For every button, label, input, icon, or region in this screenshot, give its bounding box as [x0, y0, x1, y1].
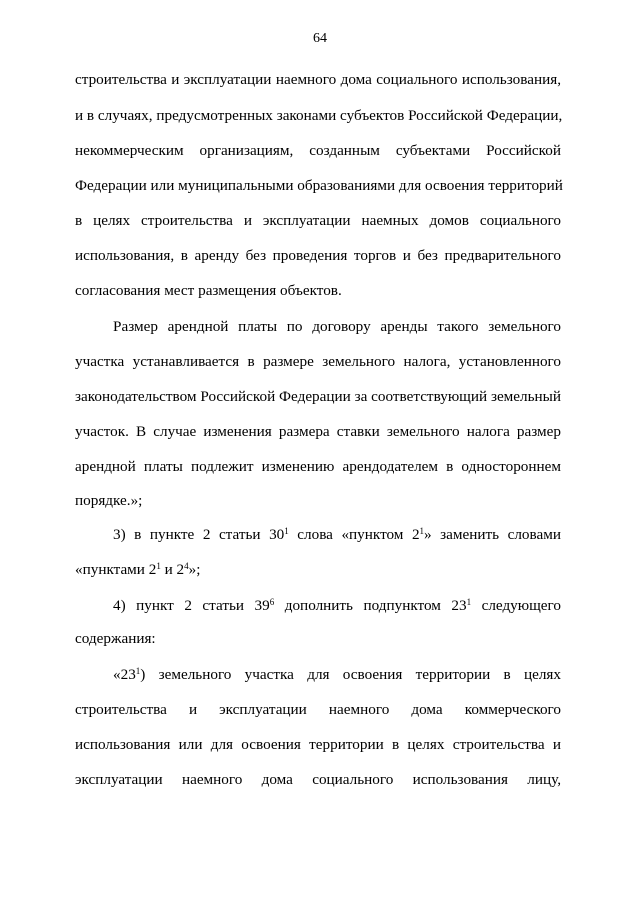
text-line: некоммерческим организациям, созданным субъектами Российской — [75, 142, 561, 159]
text-span: 3) в пункте 2 статьи 30 — [113, 526, 285, 543]
superscript: 6 — [269, 597, 275, 608]
page-number: 64 — [313, 31, 327, 46]
text-span: «23 — [113, 666, 136, 683]
text-line: и в случаях, предусмотренных законами субъектов Российской Федерации, — [75, 107, 563, 124]
text-line: арендной платы подлежит изменению арендодателем в одностороннем — [75, 458, 561, 475]
superscript: 1 — [466, 597, 472, 608]
superscript: 1 — [284, 526, 289, 537]
text-span: 4) пункт 2 статьи 39 — [113, 597, 270, 614]
text-span: слова «пунктом 2 — [288, 526, 420, 543]
text-line — [113, 525, 561, 545]
text-span: » заменить словами — [424, 526, 561, 543]
text-line: порядке.»; — [75, 492, 143, 509]
text-line: в целях строительства и эксплуатации наемных домов социального — [75, 212, 561, 229]
superscript: 1 — [419, 526, 425, 537]
text-line: эксплуатации наемного дома социального использования лицу, — [75, 771, 561, 788]
superscript: 4 — [184, 561, 189, 572]
text-line: участка устанавливается в размере земельного налога, установленного — [75, 353, 561, 370]
text-line — [75, 560, 561, 580]
text-line: Размер арендной платы по договору аренды такого земельного — [113, 318, 561, 335]
text-span: следующего — [471, 597, 561, 614]
text-line: Федерации или муниципальными образованиями для освоения территорий — [75, 177, 563, 194]
text-line: использования или для освоения территории в целях строительства и — [75, 736, 561, 753]
text-line: содержания: — [75, 630, 156, 647]
text-line: согласования мест размещения объектов. — [75, 282, 342, 299]
text-span: »; — [188, 561, 201, 578]
superscript: 1 — [156, 561, 161, 572]
text-span: ) земельного участка для освоения территории в целях — [140, 666, 561, 683]
text-span: «пунктами 2 — [75, 561, 157, 578]
text-line: строительства и эксплуатации наемного дома социального использования, — [75, 71, 561, 88]
superscript: 1 — [135, 666, 141, 677]
text-line: законодательством Российской Федерации за соответствующий земельный — [75, 388, 561, 405]
text-line: строительства и эксплуатации наемного дома коммерческого — [75, 701, 561, 718]
text-span: дополнить подпунктом 23 — [274, 597, 467, 614]
text-line: участок. В случае изменения размера ставки земельного налога размер — [75, 423, 561, 440]
text-line: использования, в аренду без проведения торгов и без предварительного — [75, 247, 561, 264]
text-line — [113, 596, 561, 616]
text-line — [113, 665, 561, 685]
text-span: и 2 — [160, 561, 185, 578]
